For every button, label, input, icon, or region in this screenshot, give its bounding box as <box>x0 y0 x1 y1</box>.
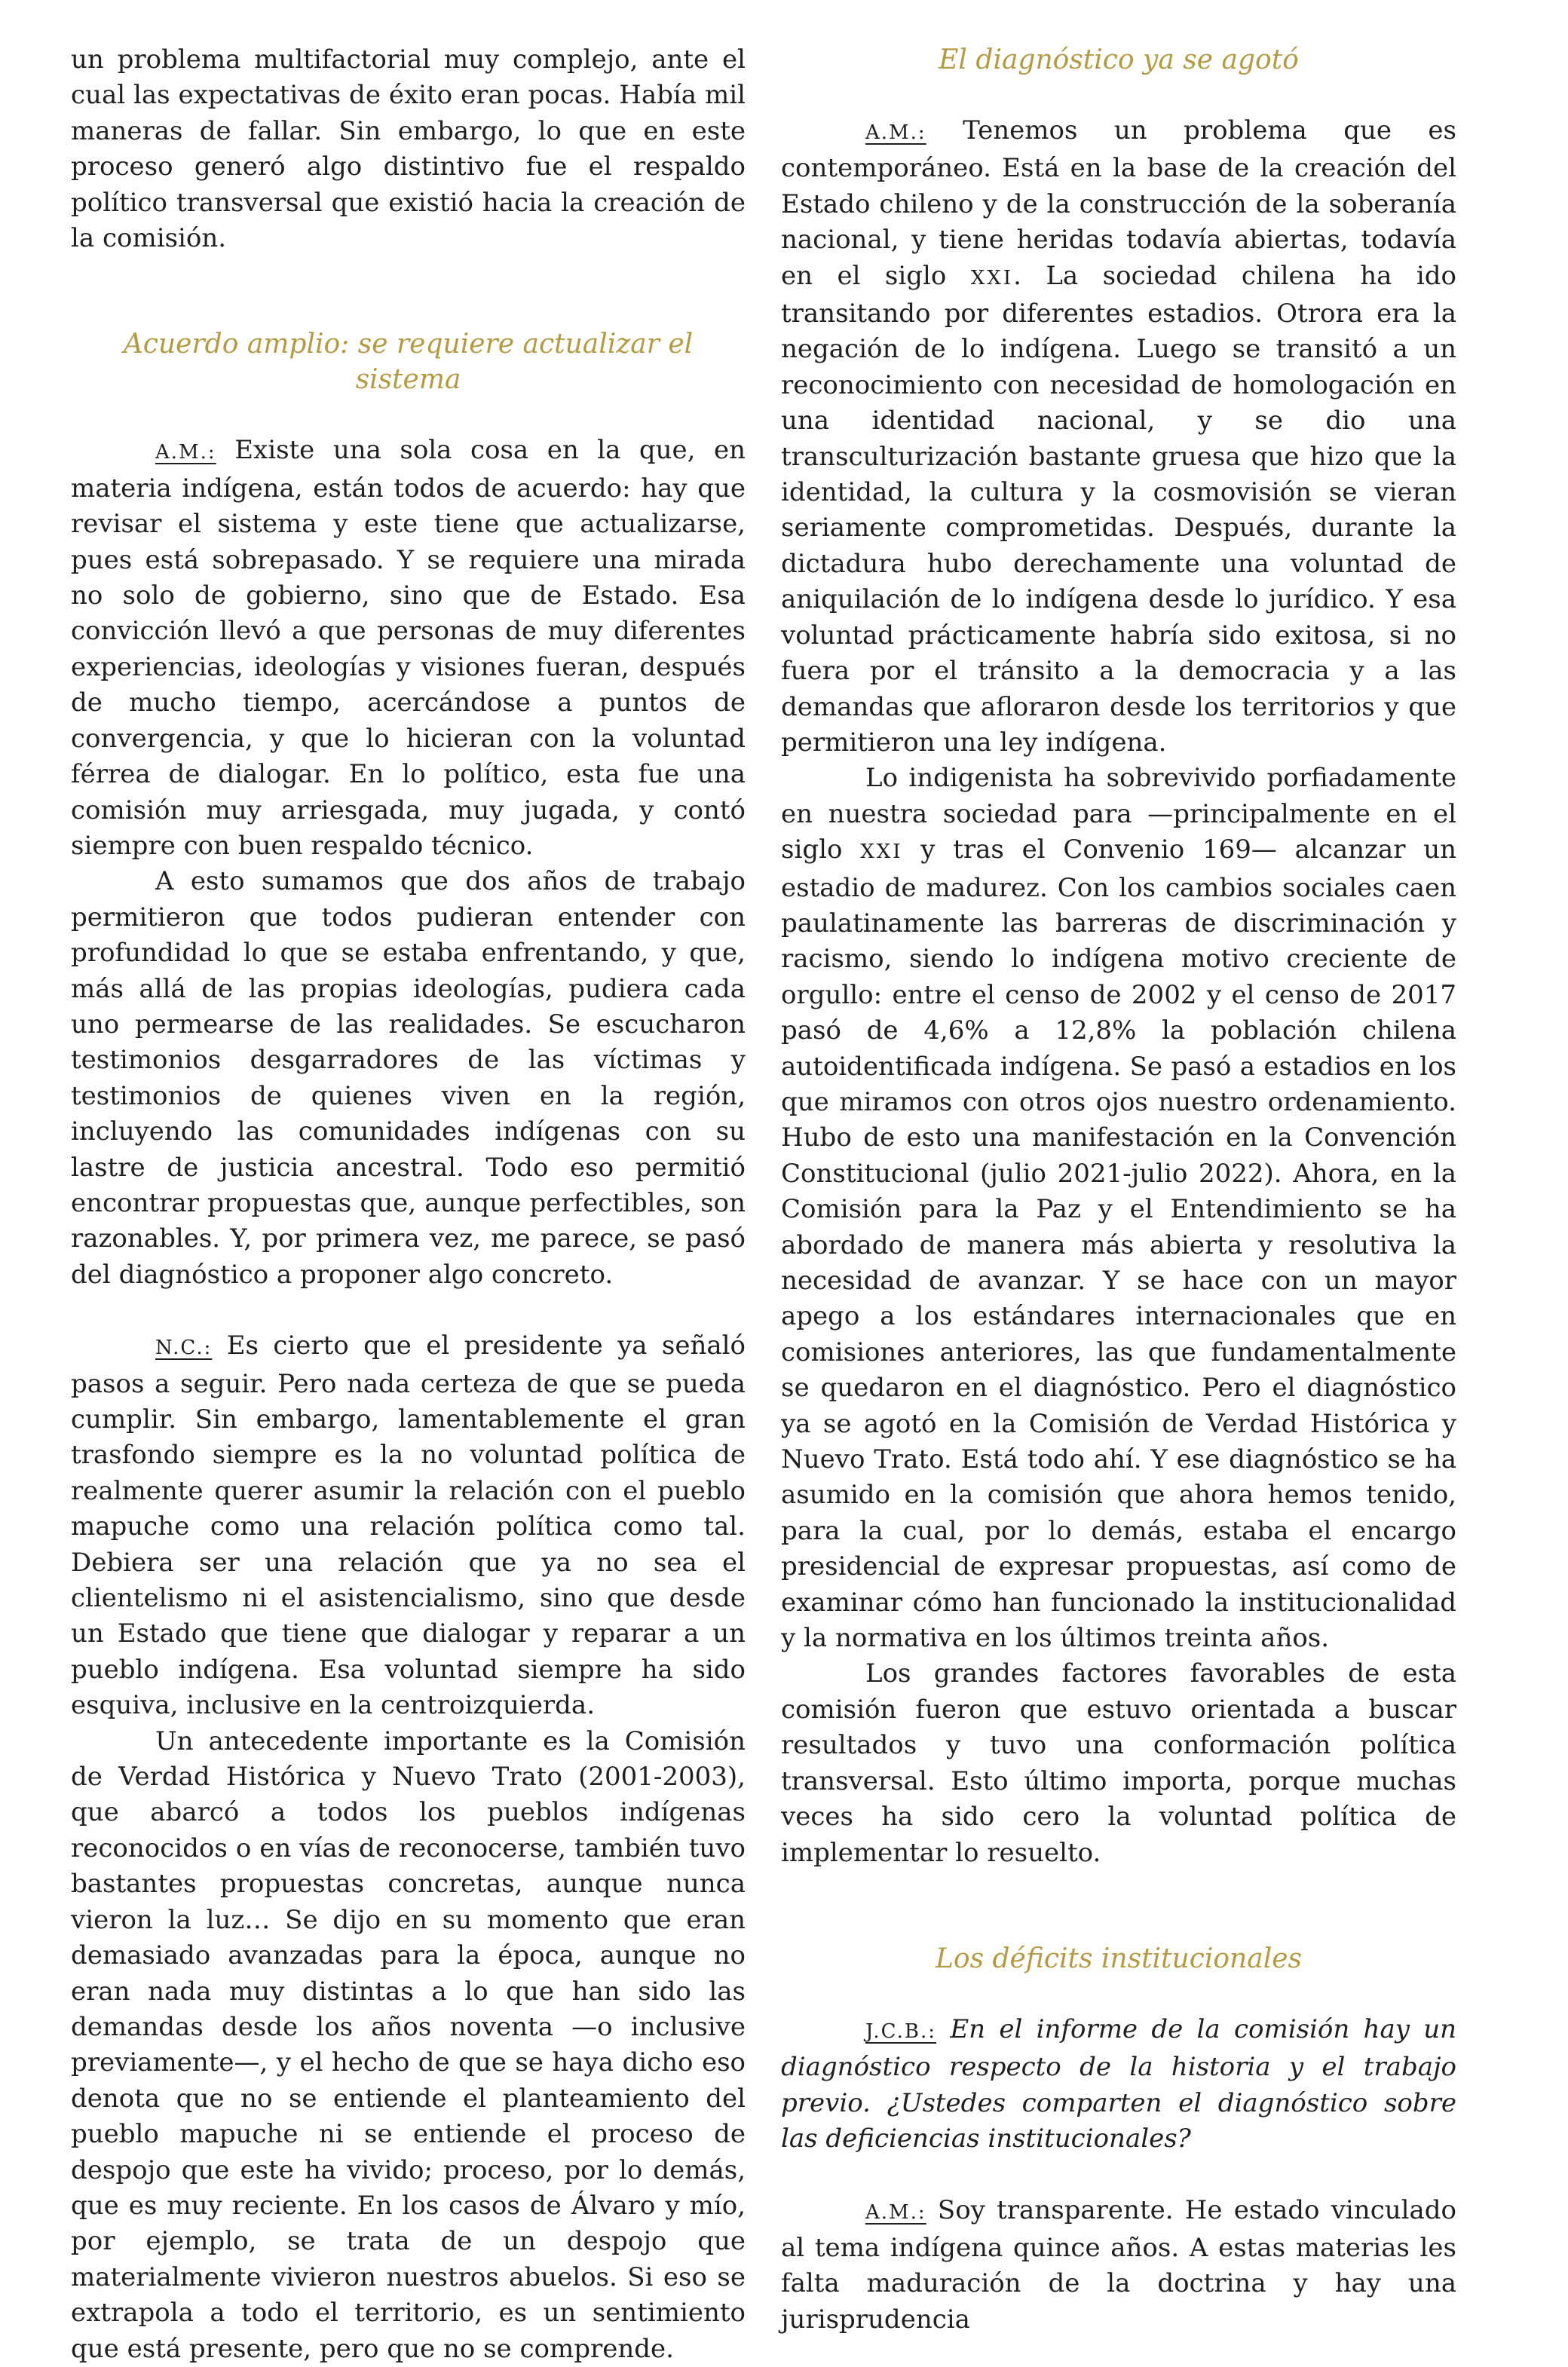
paragraph-text: y tras el Convenio 169— alcanzar un estadio de madurez. Con los cambios sociales caen paulatinamente las barreras de discriminación y racismo, siendo lo indígena motivo creciente de orgullo: entre el censo de 2002 y el censo de 2017 pasó de 4,6% a 12,8% la población chilena autoidentificada indígena. Se pasó a estadios en los que miramos con otros ojos nuestro ordenamiento. Hubo de esto una manifestación en la Convención Constitucional (julio 2021-julio 2022). Ahora, en la Comisión para la Paz y el Entendimiento se ha abordado de manera más abierta y resolutiva la necesidad de avanzar. Y se hace con un mayor apego a los estándares internacionales que en comisiones anteriores, las que fundamentalmente se quedaron en el diagnóstico. Pero el diagnóstico ya se agotó en la Comisión de Verdad Histórica y Nuevo Trato. Está todo ahí. Y ese diagnóstico se ha asumido en la comisión que ahora hemos tenido, para la cual, por lo demás, estaba el encargo presidencial de expresar propuestas, así como de examinar cómo han funcionado la institucionalidad y la normativa en los últimos treinta años. <box>781 834 1456 1654</box>
paragraph-text: . La sociedad chilena ha ido transitando por diferentes estadios. Otrora era la negación de lo indígena. Luego se transitó a un reconocimiento con necesidad de homologación en una identidad nacional, y se dio una transculturización bastante gruesa que hizo que la identidad, la cultura y la cosmovisión se vieran seriamente comprometidas. Después, durante la dictadura hubo derechamente una voluntad de aniquilación de lo indígena desde lo jurídico. Y esa voluntad prácticamente habría sido exitosa, si no fuera por el tránsito a la democracia y a las demandas que afloraron desde los territorios y que permitieron una ley indígena. <box>781 260 1456 758</box>
century-numeral: XXI <box>970 266 1014 289</box>
paragraph-text: Es cierto que el presidente ya señaló pasos a seguir. Pero nada certeza de que se pueda cumplir. Sin embargo, lamentablemente el gran trasfondo siempre es la no voluntad política de realmente querer asumir la relación con el pueblo mapuche como una relación política como tal. Debiera ser una relación que ya no sea el clientelismo ni el asistencialismo, sino que desde un Estado que tiene que dialogar y reparar a un pueblo indígena. Esa voluntad siempre ha sido esquiva, inclusive en la centroizquierda. <box>71 1330 746 1721</box>
right-column <box>781 42 1456 2338</box>
intro-paragraph: un problema multifactorial muy complejo, ante el cual las expectativas de éxito eran pocas. Había mil maneras de fallar. Sin embargo, lo que en este proceso generó algo distintivo fue el respaldo político transversal que existió hacia la creación de la comisión. <box>71 44 746 254</box>
speaker-label: A.M.: <box>865 2200 926 2224</box>
paragraph-text: Tenemos un problema que es contemporáneo. Está en la base de la creación del Estado chileno y de la construcción de la soberanía nacional, y tiene heridas todavía abiertas, todavía en el siglo <box>781 115 1456 291</box>
am-paragraph <box>71 433 746 864</box>
paragraph-text: Lo indigenista ha sobrevivido porfiadamente en nuestra sociedad para —principalmente en el siglo <box>781 763 1456 865</box>
speaker-label: J.C.B.: <box>865 2019 937 2043</box>
speaker-label: A.M.: <box>865 121 926 144</box>
paragraph-text: Soy transparente. He estado vinculado al tema indígena quince años. A estas materias les falta maduración de la doctrina y hay una jurisprudencia <box>781 2194 1457 2335</box>
nc-paragraph-2: Un antecedente importante es la Comisión de Verdad Histórica y Nuevo Trato (2001-2003), que abarcó a todos los pueblos indígenas reconocidos o en vías de reconocerse, también tuvo bastantes propuestas concretas, aunque nunca vieron la luz… Se dijo en su momento que eran demasiado avanzadas para la época, aunque no eran nada muy distintas a lo que han sido las demandas desde los años noventa —o inclusive previamente—, y el hecho de que se haya dicho eso denota que no se entiende el planteamiento del pueblo mapuche ni se entiende el proceso de despojo que este ha vivido; proceso, por lo demás, que es muy reciente. En los casos de Álvaro y mío, por ejemplo, se trata de un despojo que materialmente vivieron nuestros abuelos. Si eso se extrapola a todo el territorio, es un sentimiento que está presente, pero que no se comprende. <box>71 1725 746 2364</box>
speaker-label: N.C.: <box>155 1337 213 1360</box>
left-column <box>71 42 746 2367</box>
jcb-question <box>781 2012 1456 2157</box>
section-heading: El diagnóstico ya se agotó <box>939 44 1299 75</box>
section-heading: Acuerdo amplio: se requiere actualizar el sistema <box>123 329 694 396</box>
am-answer <box>781 2193 1456 2338</box>
nc-paragraph <box>71 1328 746 1723</box>
question-text: En el informe de la comisión hay un diagnóstico respecto de la historia y el trabajo previo. ¿Ustedes comparten el diagnóstico sobre las deficiencias institucionales? <box>781 2013 1456 2154</box>
am-paragraph-2 <box>781 761 1456 1656</box>
am-paragraph-2: A esto sumamos que dos años de trabajo permitieron que todos pudieran entender con profundidad lo que se estaba enfrentando, y que, más allá de las propias ideologías, pudiera cada uno permearse de las realidades. Se escucharon testimonios desgarradores de las víctimas y testimonios de quienes viven en la región, incluyendo las comunidades indígenas con su lastre de justicia ancestral. Todo eso permitió encontrar propuestas que, aunque perfectibles, son razonables. Y, por primera vez, me parece, se pasó del diagnóstico a proponer algo concreto. <box>71 866 746 1290</box>
paragraph-text: Existe una sola cosa en la que, en materia indígena, están todos de acuerdo: hay que revisar el sistema y este tiene que actualizarse, pues está sobrepasado. Y se requiere una mirada no solo de gobierno, sino que de Estado. Esa convicción llevó a que personas de muy diferentes experiencias, ideologías y visiones fueran, después de mucho tiempo, acercándose a puntos de convergencia, y que lo hicieran con la voluntad férrea de dialogar. En lo político, esta fue una comisión muy arriesgada, muy jugada, y contó siempre con buen respaldo técnico. <box>71 435 746 861</box>
am-paragraph <box>781 113 1456 761</box>
century-numeral: XXI <box>860 841 903 864</box>
am-paragraph-3: Los grandes factores favorables de esta comisión fueron que estuvo orientada a buscar resultados y tuvo una conformación política transversal. Esto último importa, porque muchas veces ha sido cero la voluntad política de implementar lo resuelto. <box>781 1658 1456 1868</box>
section-heading: Los déficits institucionales <box>935 1943 1303 1974</box>
speaker-label: A.M.: <box>155 441 216 464</box>
